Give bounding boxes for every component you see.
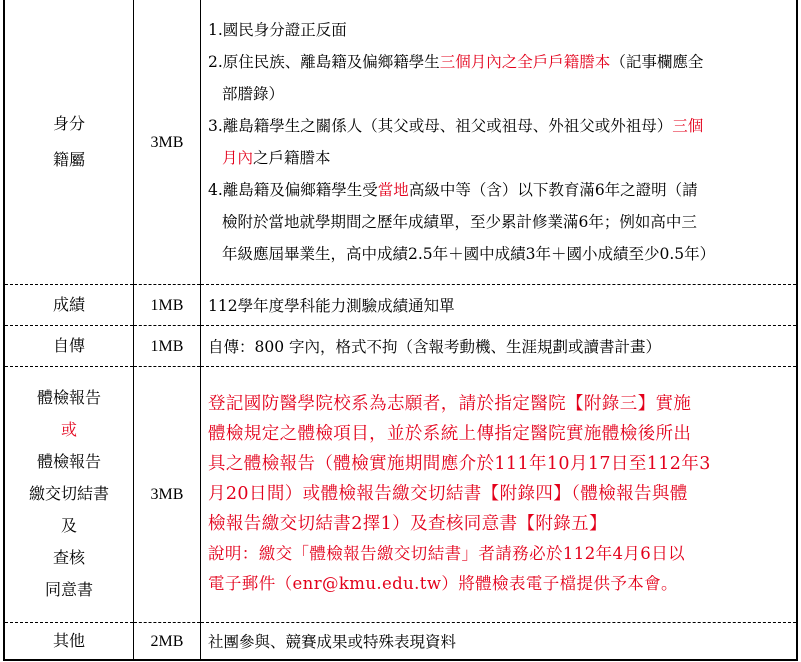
table-row bbox=[4, 0, 797, 284]
description-cell bbox=[201, 622, 798, 660]
description-line: 自傳：800 字內，格式不拘（含報考動機、生涯規劃或讀書計畫） bbox=[208, 337, 662, 356]
description-line: 1.國民身分證正反面 bbox=[208, 20, 347, 39]
category-label-line: 體檢報告 bbox=[36, 452, 101, 471]
category-label-line: 查核 bbox=[52, 548, 85, 567]
description-line: 月20日間）或體檢報告繳交切結書【附錄四】（體檢報告與體 bbox=[208, 484, 688, 504]
table-row bbox=[4, 366, 797, 622]
category-label-line: 其他 bbox=[52, 630, 85, 650]
description-line: 登記國防醫學院校系為志願者，請於指定醫院【附錄三】實施 bbox=[208, 394, 692, 414]
description-line: 112學年度學科能力測驗成績通知單 bbox=[208, 296, 455, 315]
highlight-text: 當地 bbox=[377, 180, 409, 199]
description-line: 2.原住民族、離島籍及偏鄉籍學生三個月內之全戶戶籍謄本（記事欄應全 bbox=[208, 52, 704, 71]
description-line: 說明：繳交「體檢報告繳交切結書」者請務必於112年4月6日以 bbox=[208, 544, 685, 563]
highlight-text: 三個月內之全戶戶籍謄本 bbox=[439, 52, 611, 71]
description-line: 月內之戶籍謄本 bbox=[222, 148, 331, 167]
file-size-limit: 3MB bbox=[150, 133, 184, 151]
category-cell bbox=[4, 284, 134, 325]
description-cell bbox=[201, 325, 798, 366]
category-cell bbox=[4, 0, 134, 284]
description-line: 年級應屆畢業生，高中成績2.5年＋國中成績3年＋國小成績至少0.5年） bbox=[222, 244, 716, 263]
description-line: 體檢規定之體檢項目，並於系統上傳指定醫院實施體檢後所出 bbox=[208, 424, 692, 444]
upload-requirements-table bbox=[3, 0, 798, 661]
description-cell bbox=[201, 0, 798, 284]
size-cell bbox=[134, 622, 201, 660]
category-label-line: 身分 bbox=[52, 113, 85, 133]
highlight-text: 三個 bbox=[672, 116, 704, 135]
description-line: 電子郵件（enr@kmu.edu.tw）將體檢表電子檔提供予本會。 bbox=[208, 574, 678, 593]
size-cell bbox=[134, 284, 201, 325]
size-cell bbox=[134, 325, 201, 366]
file-size-limit: 3MB bbox=[150, 486, 184, 503]
highlight-text: 月內 bbox=[222, 148, 254, 167]
category-label-line: 繳交切結書 bbox=[28, 484, 109, 503]
category-label-line: 及 bbox=[60, 516, 77, 535]
table-row bbox=[4, 325, 797, 366]
file-size-limit: 2MB bbox=[150, 632, 184, 650]
file-size-limit: 1MB bbox=[150, 296, 184, 314]
description-line: 社團參與、競賽成果或特殊表現資料 bbox=[208, 632, 457, 651]
description-line: 檢報告繳交切結書2擇1）及查核同意書【附錄五】 bbox=[208, 514, 607, 534]
category-label-line: 同意書 bbox=[44, 580, 93, 599]
category-label-line: 籍屬 bbox=[52, 149, 85, 169]
description-line: 具之體檢報告（體檢實施期間應介於111年10月17日至112年3 bbox=[208, 454, 711, 474]
description-cell bbox=[201, 366, 798, 622]
category-label-line: 成績 bbox=[52, 294, 85, 314]
category-cell bbox=[4, 325, 134, 366]
description-line: 3.離島籍學生之關係人（其父或母、祖父或祖母、外祖父或外祖母）三個 bbox=[208, 116, 704, 135]
description-line: 檢附於當地就學期間之歷年成績單，至少累計修業滿6年；例如高中三 bbox=[222, 212, 697, 231]
category-cell bbox=[4, 366, 134, 622]
category-label-line: 體檢報告 bbox=[36, 388, 101, 407]
category-cell bbox=[4, 622, 134, 660]
description-cell bbox=[201, 284, 798, 325]
table-row bbox=[4, 622, 797, 660]
description-line: 部謄錄） bbox=[222, 84, 285, 103]
description-line: 4.離島籍及偏鄉籍學生受當地高級中等（含）以下教育滿6年之證明（請 bbox=[208, 180, 698, 199]
file-size-limit: 1MB bbox=[150, 337, 184, 355]
category-label-line: 自傳 bbox=[52, 335, 85, 355]
category-label-line: 或 bbox=[60, 420, 77, 439]
size-cell bbox=[134, 0, 201, 284]
table-row bbox=[4, 284, 797, 325]
size-cell bbox=[134, 366, 201, 622]
